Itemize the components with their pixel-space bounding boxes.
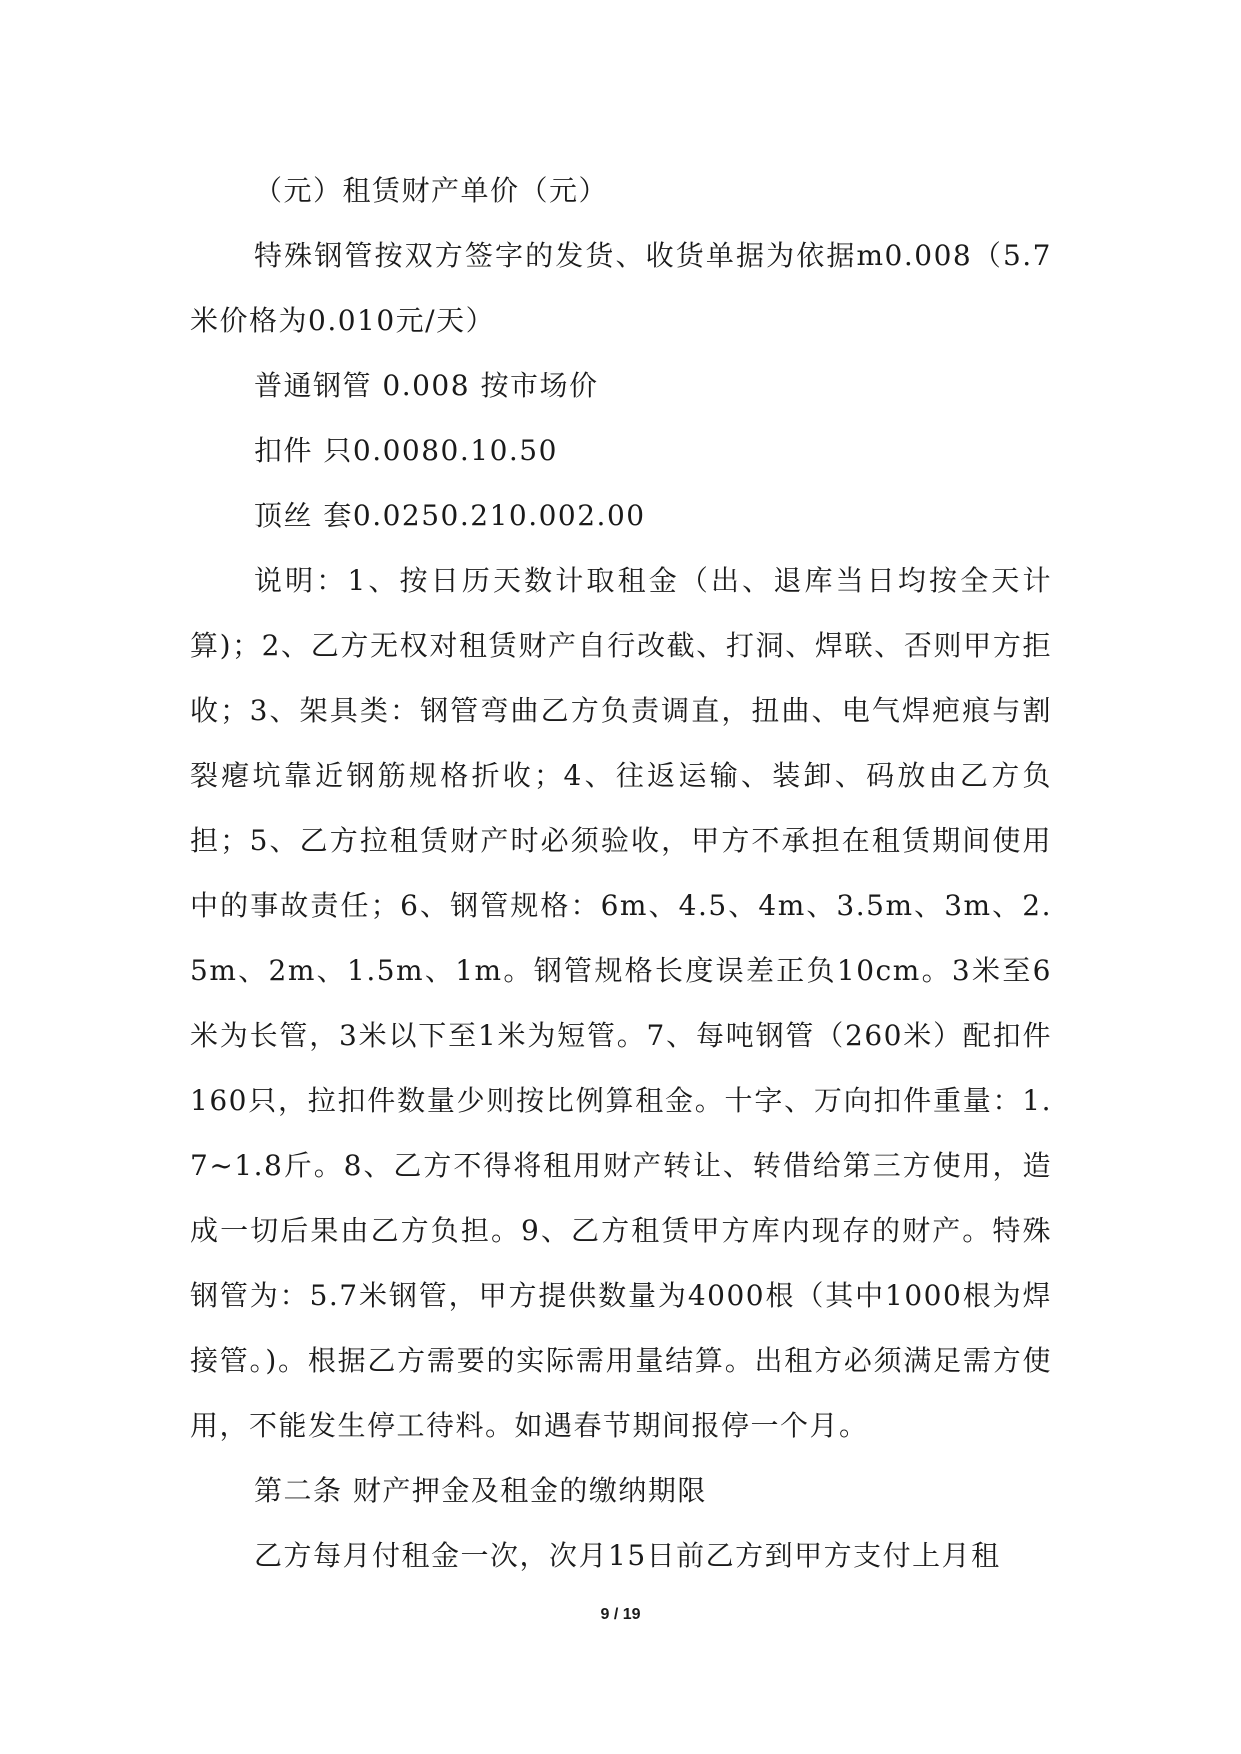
fastener-line: 扣件 只0.0080.10.50 [254,434,558,467]
special-steel-pipe-paragraph: 特殊钢管按双方签字的发货、收货单据为依据m0.008（5.7米价格为0.010元/天） [190,239,1052,337]
document-body [190,158,1052,1588]
page-number: 9 / 19 [600,1606,641,1623]
explanation-paragraph: 说明：1、按日历天数计取租金（出、退库当日均按全天计算)；2、乙方无权对租赁财产自行改截、打洞、焊联、否则甲方拒收；3、架具类：钢管弯曲乙方负责调直，扭曲、电气焊疤痕与割裂瘪坑靠近钢筋规格折收；4、往返运输、装卸、码放由乙方负担；5、乙方拉租赁财产时必须验收，甲方不承担在租赁期间使用中的事故责任；6、钢管规格：6m、4.5、4m、3.5m、3m、2.5m、2m、1.5m、1m。钢管规格长度误差正负10cm。3米至6米为长管，3米以下至1米为短管。7、每吨钢管（260米）配扣件160只，拉扣件数量少则按比例算租金。十字、万向扣件重量：1.7~1.8斤。8、乙方不得将租用财产转让、转借给第三方使用，造成一切后果由乙方负担。9、乙方租赁甲方库内现存的财产。特殊钢管为：5.7米钢管，甲方提供数量为4000根（其中1000根为焊接管。)。根据乙方需要的实际需用量结算。出租方必须满足需方使用，不能发生停工待料。如遇春节期间报停一个月。 [190,564,1052,1442]
ordinary-steel-pipe-line: 普通钢管 0.008 按市场价 [254,369,599,402]
article-two-heading: 第二条 财产押金及租金的缴纳期限 [254,1474,707,1507]
top-screw-line: 顶丝 套0.0250.210.002.00 [254,499,646,532]
rent-payment-paragraph: 乙方每月付租金一次，次月15日前乙方到甲方支付上月租 [254,1539,1001,1572]
price-header-line: （元）租赁财产单价（元） [254,174,609,207]
